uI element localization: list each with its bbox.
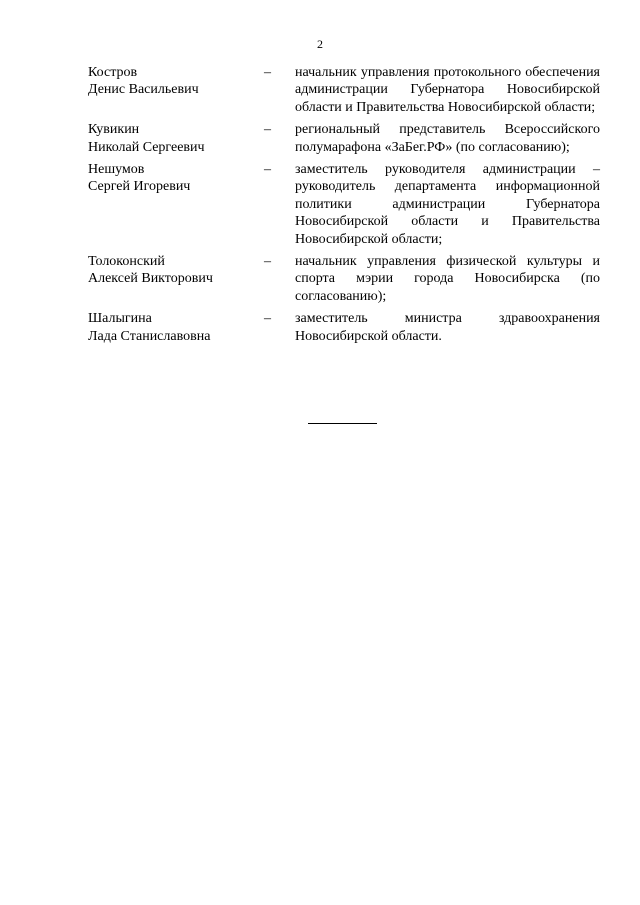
page-number: 2 bbox=[317, 37, 323, 51]
list-item bbox=[88, 161, 600, 248]
member-role: начальник управления протокольного обеспечения администрации Губернатора Новосибирской области и Правительства Новосибирской области; bbox=[295, 65, 600, 115]
member-dash: – bbox=[264, 162, 271, 178]
member-name bbox=[88, 121, 264, 156]
member-given-names: Алексей Викторович bbox=[88, 271, 213, 287]
member-dash: – bbox=[264, 65, 271, 80]
list-item bbox=[88, 121, 600, 156]
member-given-names: Денис Васильевич bbox=[88, 82, 199, 98]
member-name bbox=[88, 310, 264, 345]
list-item bbox=[88, 64, 600, 116]
member-role: начальник управления физической культуры и спорта мэрии города Новосибирска (по согласованию); bbox=[295, 254, 600, 304]
member-name bbox=[88, 161, 264, 248]
member-surname: Кувикин bbox=[88, 122, 140, 138]
member-dash: – bbox=[264, 311, 271, 327]
member-surname: Нешумов bbox=[88, 162, 145, 178]
list-item bbox=[88, 253, 600, 305]
member-surname: Шалыгина bbox=[88, 311, 152, 327]
member-role: заместитель руководителя администрации – руководитель департамента информационной политики администрации Губернатора Новосибирской области и Правительства Новосибирской области; bbox=[295, 162, 600, 247]
member-given-names: Лада Станиславовна bbox=[88, 328, 211, 344]
end-of-list-divider bbox=[308, 423, 377, 424]
member-list bbox=[88, 64, 600, 350]
member-given-names: Сергей Игоревич bbox=[88, 179, 191, 195]
member-dash: – bbox=[264, 254, 271, 270]
member-surname: Костров bbox=[88, 65, 138, 80]
member-given-names: Николай Сергеевич bbox=[88, 139, 205, 155]
member-dash: – bbox=[264, 122, 271, 138]
member-surname: Толоконский bbox=[88, 254, 165, 270]
member-name bbox=[88, 253, 264, 305]
member-name bbox=[88, 64, 264, 116]
list-item bbox=[88, 310, 600, 345]
member-role: региональный представитель Всероссийского полумарафона «ЗаБег.РФ» (по согласованию); bbox=[295, 122, 600, 155]
member-role: заместитель министра здравоохранения Новосибирской области. bbox=[295, 311, 600, 344]
